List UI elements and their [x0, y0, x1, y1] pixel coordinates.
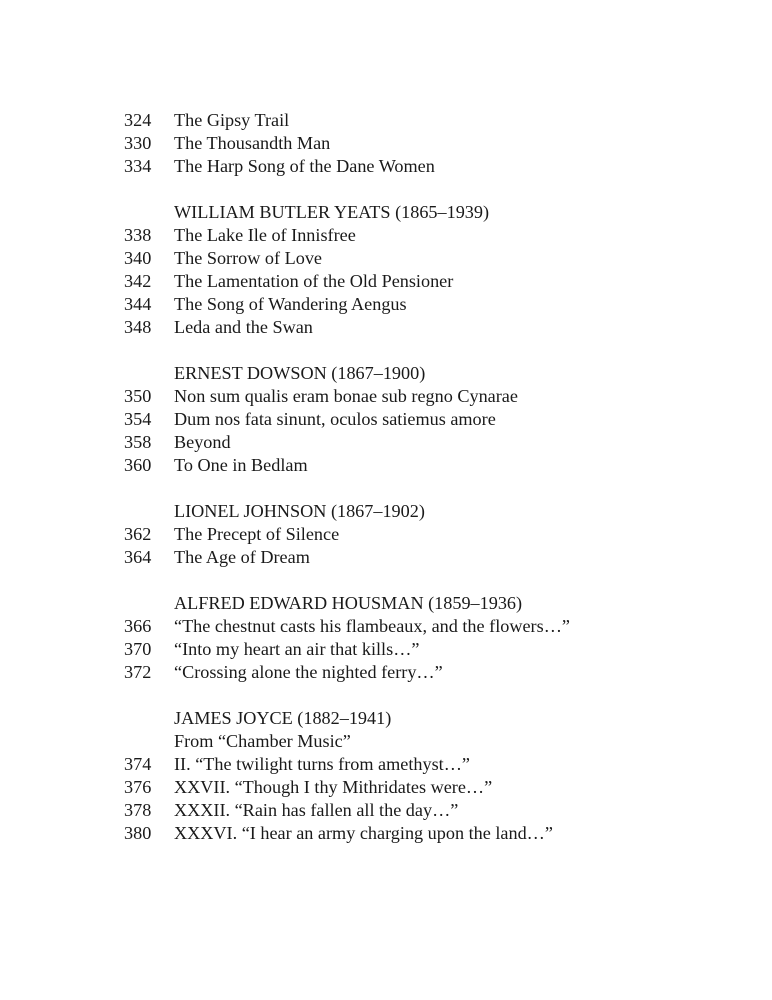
poem-title: Leda and the Swan	[174, 317, 313, 337]
poem-title: The Harp Song of the Dane Women	[174, 156, 435, 176]
toc-entry	[124, 546, 744, 569]
author-heading: WILLIAM BUTLER YEATS (1865–1939)	[174, 202, 490, 222]
poem-title: The Sorrow of Love	[174, 248, 322, 268]
poem-title: The Lake Ile of Innisfree	[174, 225, 356, 245]
page-number: 358	[124, 432, 152, 452]
subheading-row	[124, 730, 744, 753]
toc-entry	[124, 753, 744, 776]
page-number: 364	[124, 547, 152, 567]
toc-entry	[124, 109, 744, 132]
poem-title: To One in Bedlam	[174, 455, 308, 475]
section-spacer	[124, 477, 744, 500]
author-heading: LIONEL JOHNSON (1867–1902)	[174, 501, 425, 521]
toc-entry	[124, 247, 744, 270]
page-number: 372	[124, 662, 152, 682]
author-heading-row	[124, 592, 744, 615]
toc-entry	[124, 132, 744, 155]
page-number: 362	[124, 524, 152, 544]
toc-entry	[124, 293, 744, 316]
page-number: 350	[124, 386, 152, 406]
author-heading: ALFRED EDWARD HOUSMAN (1859–1936)	[174, 593, 523, 613]
section-spacer	[124, 684, 744, 707]
poem-title: The Precept of Silence	[174, 524, 340, 544]
page-number: 370	[124, 639, 152, 659]
toc-entry	[124, 408, 744, 431]
collection-subheading: From “Chamber Music”	[174, 731, 351, 751]
page-number: 324	[124, 110, 152, 130]
toc-entry	[124, 822, 744, 845]
toc-entry	[124, 799, 744, 822]
page-number: 334	[124, 156, 152, 176]
page-number: 360	[124, 455, 152, 475]
poem-title: XXVII. “Though I thy Mithridates were…”	[174, 777, 493, 797]
author-heading-row	[124, 707, 744, 730]
section-spacer	[124, 339, 744, 362]
poem-title: The Thousandth Man	[174, 133, 331, 153]
page-number: 348	[124, 317, 152, 337]
poem-title: The Age of Dream	[174, 547, 310, 567]
page-number: 366	[124, 616, 152, 636]
poem-title: XXXVI. “I hear an army charging upon the land…”	[174, 823, 553, 843]
toc-entry	[124, 615, 744, 638]
page-number: 374	[124, 754, 152, 774]
page-number: 378	[124, 800, 152, 820]
author-heading: JAMES JOYCE (1882–1941)	[174, 708, 392, 728]
toc-entry	[124, 385, 744, 408]
page-number: 340	[124, 248, 152, 268]
poem-title: Beyond	[174, 432, 231, 452]
toc-entry	[124, 224, 744, 247]
poem-title: Non sum qualis eram bonae sub regno Cynarae	[174, 386, 518, 406]
page-number: 354	[124, 409, 152, 429]
author-heading-row	[124, 201, 744, 224]
author-heading-row	[124, 500, 744, 523]
poem-title: The Song of Wandering Aengus	[174, 294, 407, 314]
toc-entry	[124, 523, 744, 546]
page-number: 376	[124, 777, 152, 797]
page-number: 330	[124, 133, 152, 153]
poem-title: “Crossing alone the nighted ferry…”	[174, 662, 443, 682]
author-heading: ERNEST DOWSON (1867–1900)	[174, 363, 426, 383]
poem-title: XXXII. “Rain has fallen all the day…”	[174, 800, 459, 820]
toc-entry	[124, 638, 744, 661]
section-spacer	[124, 569, 744, 592]
toc-entry	[124, 155, 744, 178]
poem-title: “Into my heart an air that kills…”	[174, 639, 420, 659]
toc-entry	[124, 270, 744, 293]
poem-title: The Gipsy Trail	[174, 110, 290, 130]
page-number: 342	[124, 271, 152, 291]
poem-title: “The chestnut casts his flambeaux, and the flowers…”	[174, 616, 570, 636]
section-spacer	[124, 178, 744, 201]
page-number: 338	[124, 225, 152, 245]
toc-entry	[124, 454, 744, 477]
author-heading-row	[124, 362, 744, 385]
toc-entry	[124, 431, 744, 454]
table-of-contents	[124, 109, 744, 845]
poem-title: The Lamentation of the Old Pensioner	[174, 271, 454, 291]
page-number: 380	[124, 823, 152, 843]
toc-entry	[124, 316, 744, 339]
toc-entry	[124, 776, 744, 799]
poem-title: II. “The twilight turns from amethyst…”	[174, 754, 470, 774]
toc-entry	[124, 661, 744, 684]
page-number: 344	[124, 294, 152, 314]
poem-title: Dum nos fata sinunt, oculos satiemus amore	[174, 409, 496, 429]
